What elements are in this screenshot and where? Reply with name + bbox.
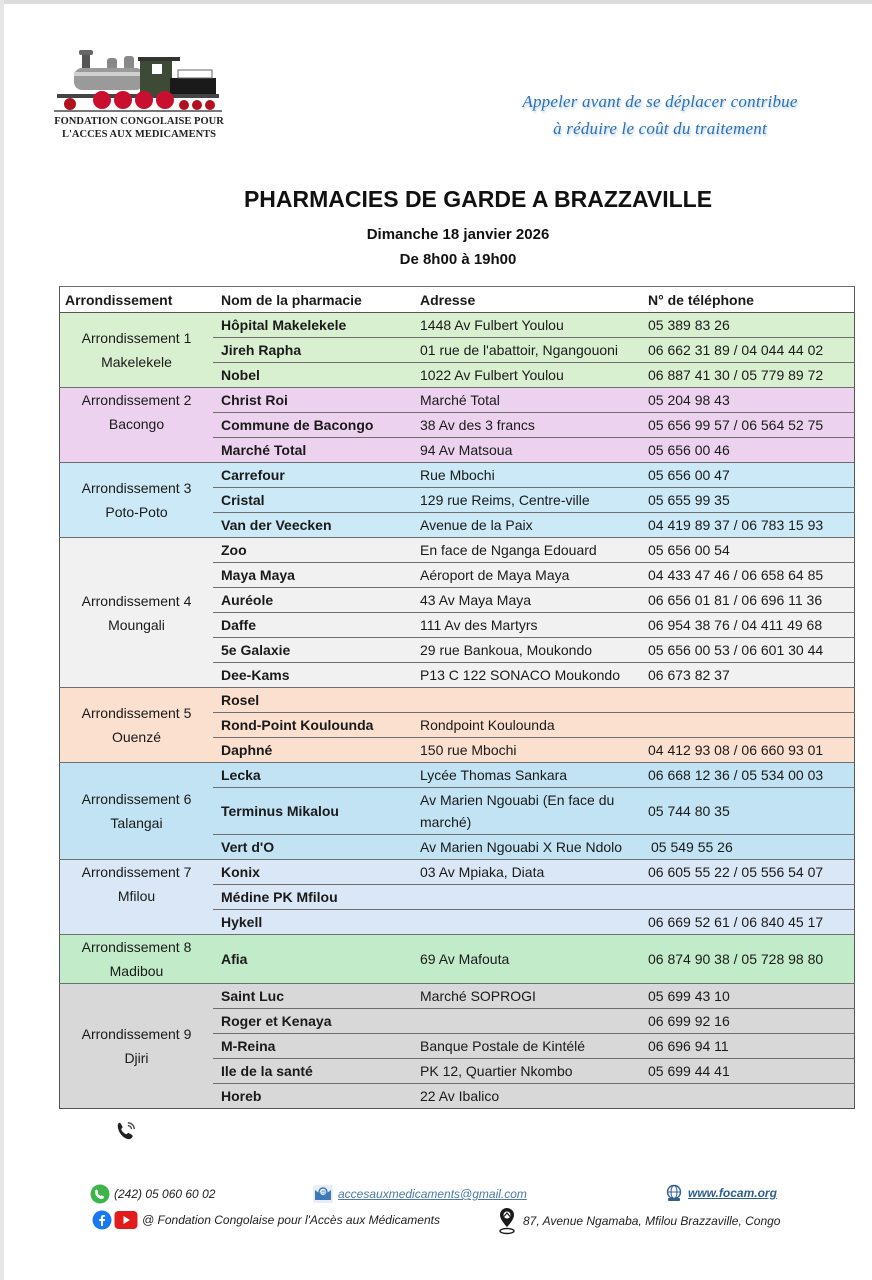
pharmacy-address: Rue Mbochi	[414, 463, 642, 488]
pharmacy-name: Cristal	[213, 488, 414, 513]
pharmacy-name: Rosel	[213, 688, 414, 713]
pharmacy-address: 01 rue de l'abattoir, Ngangouoni	[414, 338, 642, 363]
pharmacy-address: Rondpoint Koulounda	[414, 713, 642, 738]
pharmacy-phone: 05 655 99 35	[642, 488, 855, 513]
pharmacy-phone: 05 699 44 41	[642, 1059, 855, 1084]
pharmacy-name: Vert d'O	[213, 835, 414, 860]
pharmacy-name: Zoo	[213, 538, 414, 563]
arrondissement-number: Arrondissement 1	[81, 330, 192, 346]
page-title: PHARMACIES DE GARDE A BRAZZAVILLE	[243, 186, 713, 212]
pharmacy-address: Aéroport de Maya Maya	[414, 563, 642, 588]
arrondissement-cell	[60, 763, 214, 860]
pharmacy-name: Van der Veecken	[213, 513, 414, 538]
pharmacy-address: Marché SOPROGI	[414, 984, 642, 1009]
arrondissement-cell	[60, 388, 214, 463]
footer-address	[497, 1207, 780, 1235]
footer-phone	[90, 1184, 215, 1204]
pharmacy-phone: 05 656 99 57 / 06 564 52 75	[642, 413, 855, 438]
arrondissement-name: Talangai	[110, 815, 163, 831]
pharmacy-phone: 05 389 83 26	[642, 313, 855, 338]
footer-website[interactable]	[664, 1184, 777, 1202]
arrondissement-name: Ouenzé	[111, 729, 162, 745]
logo-caption	[50, 115, 228, 141]
pharmacy-address: Banque Postale de Kintélé	[414, 1034, 642, 1059]
header-pharmacy-name: Nom de la pharmacie	[213, 287, 414, 313]
logo-caption-line1: FONDATION CONGOLAISE POUR	[54, 116, 224, 127]
pharmacy-name: Hôpital Makelekele	[213, 313, 414, 338]
pharmacy-address: Marché Total	[414, 388, 642, 413]
pharmacy-phone: 05 204 98 43	[642, 388, 855, 413]
pharmacy-phone: 05 656 00 46	[642, 438, 855, 463]
pharmacy-name: Commune de Bacongo	[213, 413, 414, 438]
arrondissement-name: Poto-Poto	[105, 504, 168, 520]
pharmacy-address: 69 Av Mafouta	[414, 935, 642, 984]
pharmacy-address: Av Marien Ngouabi X Rue Ndolo	[414, 835, 642, 860]
pharmacy-phone: 06 668 12 36 / 05 534 00 03	[642, 763, 855, 788]
pharmacy-name: Christ Roi	[213, 388, 414, 413]
pharmacy-address: 1022 Av Fulbert Youlou	[414, 363, 642, 388]
arrondissement-number: Arrondissement 3	[81, 480, 192, 496]
pharmacy-phone: 05 549 55 26	[642, 835, 855, 860]
arrondissement-number: Arrondissement 2	[81, 392, 192, 408]
arrondissement-number: Arrondissement 5	[81, 705, 192, 721]
pharmacy-address: 03 Av Mpiaka, Diata	[414, 860, 642, 885]
pharmacy-phone: 06 887 41 30 / 05 779 89 72	[642, 363, 855, 388]
table-row	[60, 688, 855, 713]
pharmacy-phone: 04 412 93 08 / 06 660 93 01	[642, 738, 855, 763]
pharmacy-name: Afia	[213, 935, 414, 984]
table-row	[60, 538, 855, 563]
pharmacy-phone: 06 605 55 22 / 05 556 54 07	[642, 860, 855, 885]
pharmacy-phone: 04 419 89 37 / 06 783 15 93	[642, 513, 855, 538]
pharmacy-name: Lecka	[213, 763, 414, 788]
pharmacy-address: 43 Av Maya Maya	[414, 588, 642, 613]
whatsapp-icon	[90, 1184, 110, 1204]
arrondissement-cell	[60, 688, 214, 763]
pharmacy-name: Jireh Rapha	[213, 338, 414, 363]
pharmacy-name: Daffe	[213, 613, 414, 638]
location-pin-icon	[497, 1207, 517, 1235]
pharmacy-address: 111 Av des Martyrs	[414, 613, 642, 638]
footer-social	[92, 1210, 440, 1230]
email-icon	[312, 1184, 334, 1204]
table-row	[60, 463, 855, 488]
date-subtitle: Dimanche 18 janvier 2026	[366, 226, 550, 243]
pharmacy-name: Ile de la santé	[213, 1059, 414, 1084]
pharmacy-phone: 06 656 01 81 / 06 696 11 36	[642, 588, 855, 613]
pharmacy-phone: 06 699 92 16	[642, 1009, 855, 1034]
globe-icon	[664, 1184, 684, 1202]
arrondissement-name: Djiri	[124, 1050, 149, 1066]
pharmacy-phone: 05 656 00 47	[642, 463, 855, 488]
pharmacy-address: PK 12, Quartier Nkombo	[414, 1059, 642, 1084]
slogan-line2: à réduire le coût du traitement	[553, 119, 767, 138]
arrondissement-cell	[60, 860, 214, 935]
pharmacy-address: 29 rue Bankoua, Moukondo	[414, 638, 642, 663]
footer-address-text: 87, Avenue Ngamaba, Mfilou Brazzaville, Congo	[523, 1214, 781, 1228]
logo-caption-line2: L'ACCES AUX MEDICAMENTS	[61, 129, 217, 140]
pharmacy-name: Carrefour	[213, 463, 414, 488]
pharmacy-name: 5e Galaxie	[213, 638, 414, 663]
pharmacy-phone: 06 673 82 37	[642, 663, 855, 688]
pharmacy-name: Horeb	[213, 1084, 414, 1109]
page-frame-top	[0, 0, 872, 4]
pharmacy-phone: 06 874 90 38 / 05 728 98 80	[642, 935, 855, 984]
arrondissement-number: Arrondissement 4	[81, 592, 192, 609]
pharmacy-phone: 06 696 94 11	[642, 1034, 855, 1059]
hours-subtitle: De 8h00 à 19h00	[399, 251, 517, 268]
arrondissement-cell	[60, 313, 214, 388]
arrondissement-cell	[60, 538, 214, 688]
header-phone: N° de téléphone	[642, 287, 855, 313]
header-address: Adresse	[414, 287, 642, 313]
pharmacy-phone: 06 954 38 76 / 04 411 49 68	[642, 613, 855, 638]
pharmacy-address: P13 C 122 SONACO Moukondo	[414, 663, 642, 688]
pharmacy-phone: 05 656 00 54	[642, 538, 855, 563]
footer-website-link[interactable]: www.focam.org	[688, 1186, 777, 1200]
header-arrondissement: Arrondissement	[60, 287, 214, 313]
pharmacy-name: Maya Maya	[213, 563, 414, 588]
pharmacy-name: Konix	[213, 860, 414, 885]
pharmacy-address: 38 Av des 3 francs	[414, 413, 642, 438]
pharmacy-address: Avenue de la Paix	[414, 513, 642, 538]
pharmacy-phone	[642, 1084, 855, 1109]
table-row	[60, 860, 855, 885]
footer-social-text: @ Fondation Congolaise pour l'Accès aux Médicaments	[142, 1213, 440, 1227]
footer-phone-text: (242) 05 060 60 02	[114, 1187, 216, 1201]
pharmacy-address: 1448 Av Fulbert Youlou	[414, 313, 642, 338]
slogan-line1: Appeler avant de se déplacer contribue	[522, 92, 798, 111]
pharmacy-address	[414, 1009, 642, 1034]
arrondissement-cell	[60, 935, 214, 984]
arrondissement-cell	[60, 463, 214, 538]
arrondissement-number: Arrondissement 7	[81, 864, 192, 880]
youtube-icon[interactable]	[114, 1210, 138, 1230]
pharmacy-name: Dee-Kams	[213, 663, 414, 688]
pharmacy-name: Marché Total	[213, 438, 414, 463]
arrondissement-cell	[60, 984, 214, 1109]
pharmacy-address: 94 Av Matsoua	[414, 438, 642, 463]
pharmacy-address: En face de Nganga Edouard	[414, 538, 642, 563]
table-row	[60, 763, 855, 788]
pharmacy-name: Médine PK Mfilou	[213, 885, 414, 910]
phone-call-icon	[115, 1120, 137, 1142]
pharmacy-address	[414, 910, 642, 935]
pharmacy-phone: 05 699 43 10	[642, 984, 855, 1009]
arrondissement-number: Arrondissement 9	[81, 1026, 192, 1042]
arrondissement-name: Mfilou	[117, 888, 156, 904]
arrondissement-name: Madibou	[109, 963, 164, 979]
svg-text:@: @	[319, 1190, 327, 1197]
pharmacies-table	[59, 286, 855, 1109]
pharmacy-name: Terminus Mikalou	[213, 788, 414, 835]
pharmacy-phone	[642, 688, 855, 713]
pharmacy-address: 129 rue Reims, Centre-ville	[414, 488, 642, 513]
arrondissement-number: Arrondissement 8	[81, 939, 192, 955]
table-header-row	[60, 287, 855, 313]
pharmacy-address	[414, 885, 642, 910]
table-row	[60, 935, 855, 984]
arrondissement-name: Bacongo	[108, 416, 165, 432]
pharmacy-name: Hykell	[213, 910, 414, 935]
pharmacy-name: Auréole	[213, 588, 414, 613]
footer-email-link[interactable]: accesauxmedicaments@gmail.com	[338, 1187, 527, 1201]
pharmacy-name: Roger et Kenaya	[213, 1009, 414, 1034]
pharmacy-phone: 04 433 47 46 / 06 658 64 85	[642, 563, 855, 588]
arrondissement-name: Moungali	[108, 616, 165, 633]
pharmacy-name: Nobel	[213, 363, 414, 388]
pharmacy-name: Saint Luc	[213, 984, 414, 1009]
pharmacy-address: 22 Av Ibalico	[414, 1084, 642, 1109]
pharmacy-name: Rond-Point Koulounda	[213, 713, 414, 738]
facebook-icon[interactable]	[92, 1210, 112, 1230]
pharmacy-phone: 06 662 31 89 / 04 044 44 02	[642, 338, 855, 363]
pharmacy-address: Lycée Thomas Sankara	[414, 763, 642, 788]
arrondissement-number: Arrondissement 6	[81, 791, 192, 807]
pharmacy-phone: 05 656 00 53 / 06 601 30 44	[642, 638, 855, 663]
pharmacy-address: 150 rue Mbochi	[414, 738, 642, 763]
table-row	[60, 313, 855, 338]
pharmacy-phone: 06 669 52 61 / 06 840 45 17	[642, 910, 855, 935]
pharmacy-address: Av Marien Ngouabi (En face du marché)	[414, 788, 642, 835]
footer-email[interactable]	[312, 1184, 527, 1204]
slogan	[505, 88, 815, 142]
pharmacy-phone: 05 744 80 35	[642, 788, 855, 835]
table-row	[60, 388, 855, 413]
pharmacy-name: M-Reina	[213, 1034, 414, 1059]
pharmacy-phone	[642, 713, 855, 738]
pharmacy-name: Daphné	[213, 738, 414, 763]
pharmacy-address	[414, 688, 642, 713]
pharmacy-phone	[642, 885, 855, 910]
arrondissement-name: Makelekele	[101, 354, 172, 370]
table-row	[60, 984, 855, 1009]
